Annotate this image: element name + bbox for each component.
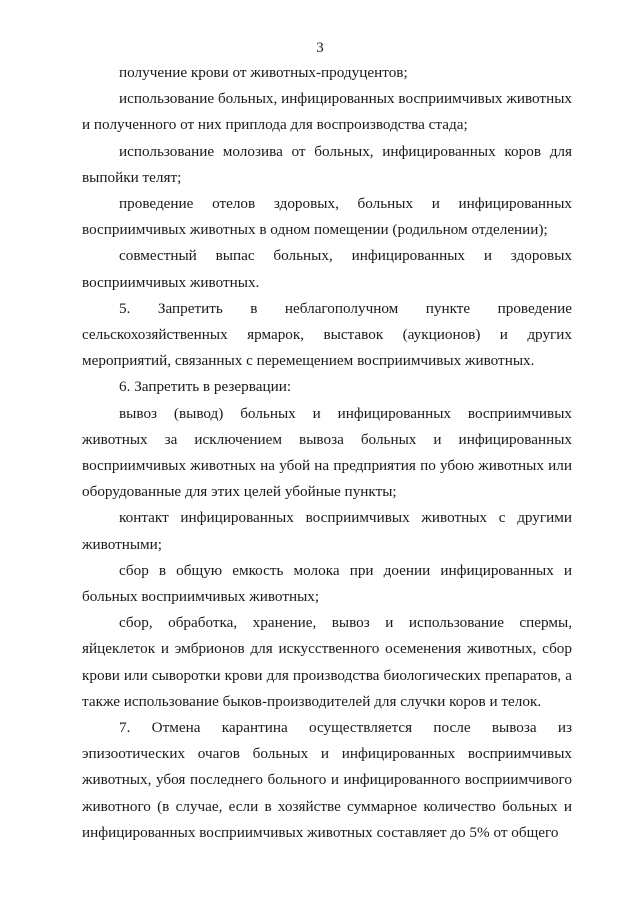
page-number: 3 bbox=[316, 40, 324, 56]
paragraph: использование больных, инфицированных восприимчивых животных и полученного от них приплода для воспроизводства стада; bbox=[82, 90, 572, 134]
paragraph: 7. Отмена карантина осуществляется после вывоза из эпизоотических очагов больных и инфицированных восприимчивых животных, убоя последнего больного и инфицированного восприимчивого животного (в случае, если в хозяйстве суммарное количество больных и инфицированных восприимчивых животных составляет до 5% от общего bbox=[82, 719, 572, 841]
paragraph: получение крови от животных-продуцентов; bbox=[119, 64, 408, 81]
paragraph: проведение отелов здоровых, больных и инфицированных восприимчивых животных в одном помещении (родильном отделении); bbox=[82, 195, 572, 239]
paragraph: сбор, обработка, хранение, вывоз и использование спермы, яйцеклеток и эмбрионов для искусственного осеменения животных, сбор крови или сыворотки крови для производства биологических препаратов, а также использование быков-производителей для случки коров и телок. bbox=[82, 614, 572, 710]
paragraph: контакт инфицированных восприимчивых животных с другими животными; bbox=[82, 509, 572, 553]
paragraph: совместный выпас больных, инфицированных и здоровых восприимчивых животных. bbox=[82, 247, 572, 291]
document-body bbox=[82, 60, 572, 846]
paragraph: вывоз (вывод) больных и инфицированных восприимчивых животных за исключением вывоза больных и инфицированных восприимчивых животных на убой на предприятия по убою животных или оборудованные для этих целей убойные пункты; bbox=[82, 404, 572, 501]
paragraph: 6. Запретить в резервации: bbox=[119, 378, 292, 396]
paragraph: 5. Запретить в неблагополучном пункте проведение сельскохозяйственных ярмарок, выставок (аукционов) и других мероприятий, связанных с перемещением восприимчивых животных. bbox=[82, 299, 572, 370]
paragraph: сбор в общую емкость молока при доении инфицированных и больных восприимчивых животных; bbox=[82, 561, 572, 606]
paragraph: использование молозива от больных, инфицированных коров для выпойки телят; bbox=[82, 142, 572, 186]
